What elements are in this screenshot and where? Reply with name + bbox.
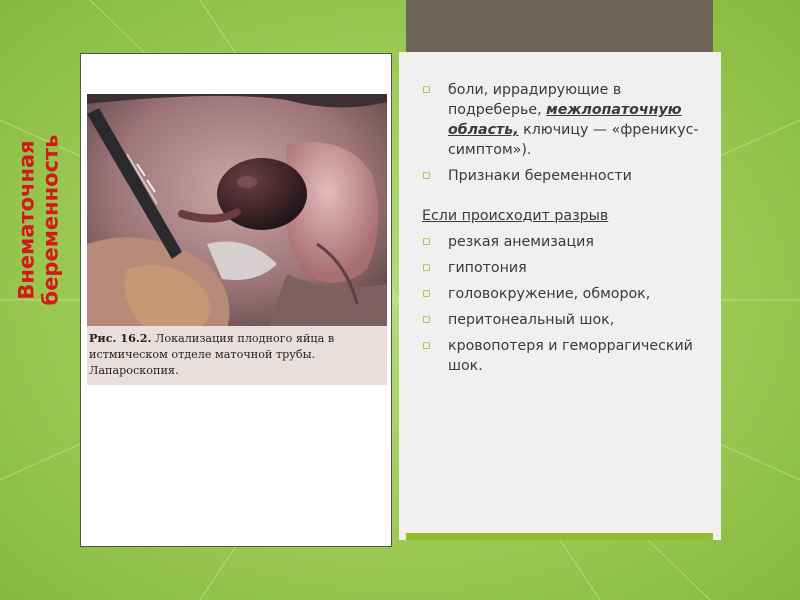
bullet-icon: ▫ [422,338,431,353]
item-text: гипотония [448,260,527,276]
bullet-icon: ▫ [422,286,431,301]
list-item [422,232,712,252]
slide-title [8,100,68,340]
content-list [422,80,712,382]
rupture-heading: Если происходит разрыв [422,208,609,224]
list-item [422,336,712,376]
list-item [422,80,712,160]
slide-title-line1: Внематочная [14,140,38,300]
item-text: головокружение, обморок, [448,286,651,302]
bullet-icon: ▫ [422,82,431,97]
list-item [422,166,712,186]
bullet-icon: ▫ [422,168,431,183]
list-item [422,310,712,330]
list-item [422,284,712,304]
bullet-icon: ▫ [422,260,431,275]
item-text: ключицу — «френикус-симптом»). [448,122,699,158]
symptoms-list [422,80,712,186]
item-text: резкая анемизация [448,234,594,250]
figure-caption [87,326,387,385]
slide-title-line2: беременность [38,134,62,306]
caption-text: Локализация плодного яйца в истмическом отделе маточной трубы. Лапароскопия. [89,332,335,377]
rupture-list [422,232,712,376]
item-text: Признаки беременности [448,168,632,184]
item-emphasis: межлопаточную область, [448,102,682,138]
item-text: боли, иррадирующие в подреберье, [448,82,622,118]
bullet-icon: ▫ [422,312,431,327]
figure-card [80,53,392,547]
header-bar [406,0,713,52]
item-text: кровопотеря и геморрагический шок. [448,338,693,374]
caption-label: Рис. 16.2. [89,331,152,345]
bullet-icon: ▫ [422,234,431,249]
accent-line [406,533,713,540]
item-text: перитонеальный шок, [448,312,615,328]
list-item [422,258,712,278]
